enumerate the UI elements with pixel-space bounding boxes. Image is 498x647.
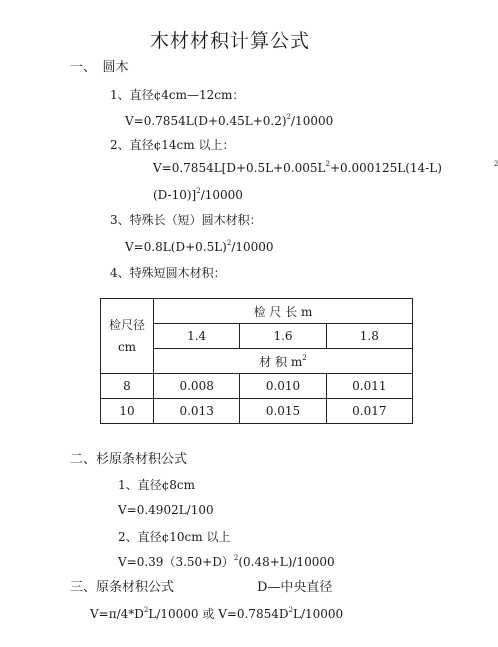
table-cell: 0.017	[326, 399, 412, 424]
volume-table	[100, 298, 413, 424]
table-cell: 0.015	[240, 399, 326, 424]
table-cell: 0.013	[154, 399, 240, 424]
table-length-group-header: 检 尺 长 m	[154, 299, 413, 324]
table-cell: 0.010	[240, 374, 326, 399]
table-volume-header: 材 积 $m^2$	[154, 349, 413, 374]
section-2-item-1-label: 1、直径¢8cm	[118, 478, 196, 492]
section-2-item-2-formula: $V=0.39(3.50+D)^2(0.48+L)/10000$	[118, 554, 335, 569]
item-1-formula: $V=0.7854L(D+0.45L+0.2)^2/10000$	[125, 113, 334, 128]
section-2-heading: 二、杉原条材积公式	[70, 452, 188, 467]
item-3-label: 3、特殊长（短）圆木材积：	[110, 213, 262, 227]
page-title: 木材材积计算公式	[150, 30, 311, 52]
item-2-formula-line-2: (D-10)]$^2$/10000	[153, 187, 243, 202]
section-2-item-1-formula: V=0.4902L/100	[118, 503, 214, 517]
table-row-header: 检尺径 cm	[101, 299, 154, 374]
table-length-cell: 1.4	[154, 324, 240, 349]
item-2-label: 2、直径¢14cm 以上：	[110, 138, 235, 152]
table-length-cell: 1.6	[240, 324, 326, 349]
table-cell: 0.011	[326, 374, 412, 399]
section-3-formula: $V=\pi/4*D^2L/10000$ 或 $V=0.7854D^2L/10000$	[90, 606, 344, 621]
item-1-label: 1、直径¢4cm—12cm：	[110, 88, 245, 102]
table-row-diameter: 10	[101, 399, 154, 424]
item-4-label: 4、特殊短圆木材积：	[110, 266, 226, 280]
item-3-formula: $V=0.8L(D+0.5L)^2/10000$	[125, 239, 274, 254]
section-2-item-2-label: 2、直径¢10cm 以上	[118, 530, 231, 544]
section-1-heading: 一、 圆木	[70, 60, 129, 75]
table-length-cell: 1.8	[326, 324, 412, 349]
table-row-diameter: 8	[101, 374, 154, 399]
section-3-heading: 三、原条材积公式	[70, 580, 175, 595]
section-3-note: D—中央直径	[257, 580, 333, 595]
item-2-formula-line-1: $V=0.7854L[D+0.5L+0.005L^2+0.000125L(14-L)$ $^2$	[153, 160, 498, 175]
table-cell: 0.008	[154, 374, 240, 399]
